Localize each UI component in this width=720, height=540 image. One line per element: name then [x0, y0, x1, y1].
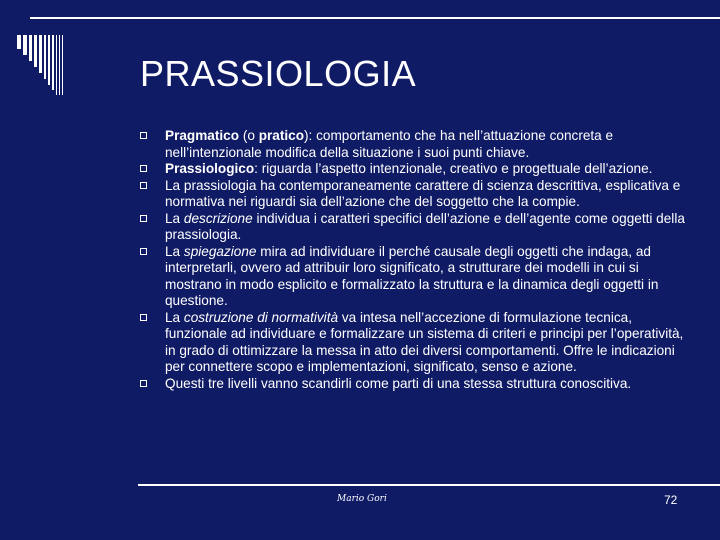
- bullet-item: [140, 128, 685, 161]
- bottom-rule: [138, 484, 720, 486]
- slide-title: PRASSIOLOGIA: [140, 53, 417, 94]
- bullet-text: spiegazione: [183, 243, 257, 259]
- bullet-list: [140, 128, 685, 392]
- bullet-text: individua i caratteri specifici dell’azione e dell’agente come oggetti della prassiologia.: [165, 210, 685, 242]
- bullet-item: [140, 310, 685, 376]
- bullet-text: ): comportamento che ha nell’attuazione concreta e nell’intenzionale modifica della situazione i suoi punti chiave.: [165, 128, 614, 160]
- bullet-text: La: [165, 210, 184, 226]
- square-bullet-icon: [140, 215, 147, 222]
- bullet-text: Prassiologico: [165, 161, 255, 176]
- bullet-text: mira ad individuare il perché causale degli oggetti che indaga, ad interpretarli, ovvero ad attribuir loro significato, a strutturare dei modelli in cui si mostrano in modo esplicito e formalizzato la struttura e la dinamica degli oggetti in questione.: [165, 243, 659, 308]
- bullet-text: pratico: [258, 128, 305, 143]
- footer-author: Mario Gori: [337, 494, 387, 504]
- square-bullet-icon: [140, 132, 147, 139]
- bullet-text: costruzione di normatività: [183, 309, 339, 325]
- bullet-text: descrizione: [183, 210, 253, 226]
- bullet-text: va intesa nell’accezione di formulazione tecnica, funzionale ad individuare e formalizzare un sistema di criteri e principi per l’operatività, in grado di ottimizzare la messa in atto dei diversi comportamenti. Offre le indicazioni per connettere scopo e implementazioni, significato, senso e azione.: [165, 309, 684, 374]
- page-number: 72: [664, 493, 678, 507]
- square-bullet-icon: [140, 165, 147, 172]
- bullet-text: La: [165, 243, 184, 259]
- bullet-item: [140, 244, 685, 310]
- bullet-text: (o: [239, 128, 259, 143]
- bullet-text: La: [165, 309, 184, 325]
- bullet-item: [140, 376, 685, 393]
- square-bullet-icon: [140, 248, 147, 255]
- square-bullet-icon: [140, 182, 147, 189]
- bullet-text: La prassiologia ha contemporaneamente carattere di scienza descrittiva, esplicativa e normativa nei riguardi sia dell’azione che del soggetto che la compie.: [165, 177, 681, 209]
- bullet-text: Pragmatico: [165, 128, 240, 143]
- bullet-text: : riguarda l’aspetto intenzionale, creativo e progettuale dell’azione.: [254, 161, 653, 176]
- bullet-item: [140, 211, 685, 244]
- bullet-item: [140, 161, 685, 178]
- bullet-text: Questi tre livelli vanno scandirli come parti di una stessa struttura conoscitiva.: [165, 375, 632, 391]
- square-bullet-icon: [140, 380, 147, 387]
- square-bullet-icon: [140, 314, 147, 321]
- top-rule: [30, 17, 720, 19]
- bullet-item: [140, 178, 685, 211]
